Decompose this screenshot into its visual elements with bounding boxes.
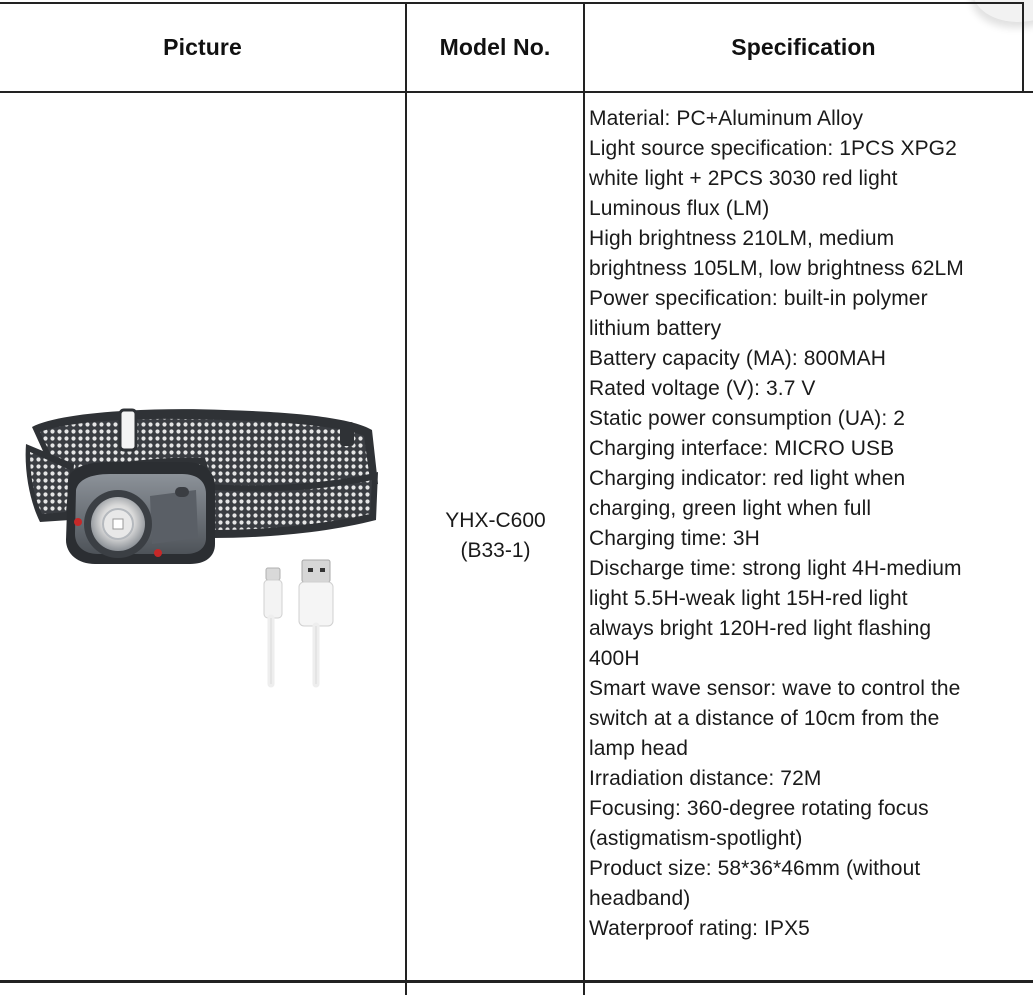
- header-picture: Picture: [163, 33, 242, 60]
- spec-line: Waterproof rating: IPX5: [589, 917, 810, 940]
- spec-line: Product size: 58*36*46mm (without: [589, 857, 921, 880]
- header-specification: Specification: [731, 33, 876, 60]
- headlamp-icon: [26, 409, 378, 564]
- spec-line: Focusing: 360-degree rotating focus: [589, 797, 929, 820]
- model-number-cell: [407, 92, 584, 980]
- spec-line: Discharge time: strong light 4H-medium: [589, 557, 962, 580]
- picture-cell: [0, 92, 406, 980]
- spec-line: Luminous flux (LM): [589, 197, 770, 220]
- spec-line: always bright 120H-red light flashing: [589, 617, 932, 640]
- spec-line: Rated voltage (V): 3.7 V: [589, 377, 816, 400]
- spec-line: Charging indicator: red light when: [589, 467, 906, 490]
- header-model-no: Model No.: [439, 33, 551, 60]
- spec-line: switch at a distance of 10cm from the: [589, 707, 940, 730]
- right-border: [1022, 2, 1024, 92]
- product-photo: [0, 92, 406, 980]
- model-variant: (B33-1): [460, 539, 531, 562]
- model-number: YHX-C600: [445, 509, 546, 532]
- spec-line: Light source specification: 1PCS XPG2: [589, 137, 957, 160]
- spec-line: Material: PC+Aluminum Alloy: [589, 107, 864, 130]
- spec-line: High brightness 210LM, medium: [589, 227, 895, 250]
- spec-line: 400H: [589, 647, 640, 670]
- spec-line: (astigmatism-spotlight): [589, 827, 803, 850]
- spec-line: Power specification: built-in polymer: [589, 287, 928, 310]
- spec-line: lamp head: [589, 737, 688, 760]
- spec-line: white light + 2PCS 3030 red light: [589, 167, 898, 190]
- spec-line: Battery capacity (MA): 800MAH: [589, 347, 886, 370]
- spec-line: Smart wave sensor: wave to control the: [589, 677, 961, 700]
- usb-cable-icon: [264, 560, 333, 684]
- spec-line: light 5.5H-weak light 15H-red light: [589, 587, 908, 610]
- spec-line: lithium battery: [589, 317, 722, 340]
- spec-line: Charging time: 3H: [589, 527, 760, 550]
- table-bottom-border: [0, 980, 1033, 983]
- spec-line: Charging interface: MICRO USB: [589, 437, 895, 460]
- spec-line: headband): [589, 887, 691, 910]
- spec-line: brightness 105LM, low brightness 62LM: [589, 257, 964, 280]
- spec-line: Irradiation distance: 72M: [589, 767, 822, 790]
- spec-line: charging, green light when full: [589, 497, 872, 520]
- specification-list: [589, 104, 1029, 944]
- spec-line: Static power consumption (UA): 2: [589, 407, 905, 430]
